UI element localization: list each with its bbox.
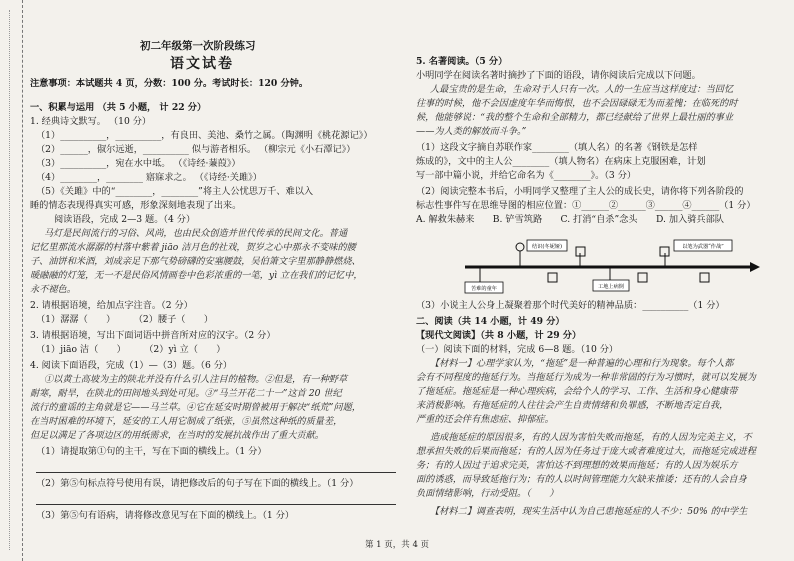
- question-1-1: （1）__________，__________，有良田、美池、桑竹之属。（陶渊明《桃花源记》）: [36, 130, 373, 141]
- timeline-node-3: [548, 247, 585, 282]
- q5-1: （1）这段文字摘自苏联作家________（填人名）的名著《钢铁是怎样: [416, 142, 698, 153]
- passage-line: 子、油饼和米酒，刘成亲足下那气势磅礴的安塞腰鼓，吴伯箫文字里那静静燃烧、: [30, 256, 361, 267]
- reading-1-intro: （一）阅读下面的材料，完成 6—8 题。（10 分）: [416, 344, 619, 355]
- passage2-line: 但足以满足了各项边区的用纸需求，在当时的发展抗战作出了重大贡献。: [30, 430, 324, 441]
- timeline-node-2: [516, 240, 567, 267]
- question-4-3: （3）第⑤句有语病，请将修改意见写在下面的横线上。（1 分）: [36, 510, 295, 521]
- question-3: 3. 请根据语境，写出下面词语中拼音所对应的汉字。（2 分）: [30, 330, 276, 341]
- timeline-arrowhead: [750, 262, 760, 272]
- passage-line: 马灯是民间流行的习俗、风尚，也由民众创造并世代传承的民间文化。普通: [44, 228, 348, 239]
- passage2-line: 在当时困难的环境下，延安的工人用它制成了纸张，⑤虽然这种纸的质量差，: [30, 416, 343, 427]
- timeline-label: 工地上病倒: [598, 284, 624, 290]
- modern-reading-heading: 【现代文阅读】（共 8 小题，计 29 分）: [416, 330, 582, 341]
- material-line: 【材料一】心理学家认为，“拖延”是一种普遍的心理和行为现象。每个人都: [430, 358, 734, 369]
- material-line: 造成拖延症的原因很多，有的人因为害怕失败而拖延，有的人因为完美主义，不: [430, 432, 752, 443]
- question-4-2: （2）第⑤句标点符号使用有误，请把修改后的句子写在下面的横线上。（1 分）: [36, 478, 359, 489]
- question-1-3: （3）__________，宛在水中坻。 （《诗经·蒹葭》）: [36, 158, 241, 169]
- q5-3: （3）小说主人公身上凝聚着那个时代美好的精神品质：__________（1 分）: [416, 300, 725, 311]
- material-line: 会有不同程度的拖延行为。当拖延行为成为一种非常固的行为习惯时，就可以发展为: [416, 372, 756, 383]
- question-1-4: （4）________，________ 寤寐求之。 （《诗经·关雎》）: [36, 172, 262, 183]
- passage2-line: ①以黄土高坡为主的陕北并没有什么引人注目的植物。②但是，有一种野草: [44, 374, 348, 385]
- material-line: 来消极影响。有拖延症的人往往会产生自责情绪和负罪感，不断地否定自我，: [416, 400, 729, 411]
- material-line: 负面情绪影响，行动受阻。（ ）: [416, 488, 559, 499]
- exam-title: 初二年级第一次阶段练习: [140, 40, 256, 52]
- quote-line: 候，他能够说：“我的整个生命和全部精力，都已经献给了世界上最壮丽的事业: [416, 112, 734, 123]
- question-4: 4. 阅读下面语段，完成（1）—（3）题。（6 分）: [30, 360, 233, 371]
- timeline-label: 以笔为武器“作战”: [682, 244, 724, 250]
- passage2-line: 流行的童谣的主角就是它——马兰草。④它在延安时期曾被用于解决“纸荒”问题，: [30, 402, 361, 413]
- answer-line[interactable]: [36, 472, 396, 473]
- timeline-label: 苦难的童年: [471, 286, 497, 292]
- growth-timeline-diagram: [460, 235, 760, 295]
- reading-intro: 阅读语段，完成 2—3 题。（4 分）: [54, 214, 196, 225]
- material-line: 想承担失败的后果而拖延；有的人因为任务过于庞大或者难度过大，而拖延完成进程: [416, 446, 756, 457]
- page-footer: 第 1 页，共 4 页: [364, 540, 430, 550]
- passage-line: 永不褪色。: [30, 284, 76, 295]
- material-line: 了拖延症。拖延症是一种心理疾病，会给个人的学习、工作、生活和身心健康带: [416, 386, 738, 397]
- passage-line: 暖融融的灯笼，无一不是民俗风情画卷中色彩浓重的一笔，yì 立在我们的记忆中，: [30, 270, 363, 281]
- question-2-blanks: （1）潺潺（ ） （2）腰子（ ）: [36, 314, 214, 325]
- question-1-5-cont: 睡的情态表现得真实可感，形象深刻地表现了出来。: [30, 200, 242, 211]
- quote-line: ——为人类的解放而斗争。”: [416, 126, 527, 137]
- question-1: 1. 经典诗文默写。 （10 分）: [30, 116, 152, 127]
- binding-margin: [0, 0, 23, 561]
- section-1-heading: 一、积累与运用 （共 5 小题， 计 22 分）: [30, 102, 207, 113]
- material-line: 严重的还会伴有焦虑症、抑郁症。: [416, 414, 554, 425]
- q5-1-cont: 写一部中篇小说，并给它命名为《________》。（3 分）: [416, 170, 637, 181]
- passage2-line: 耐寒，耐旱，在陕北的田间地头到处可见。③“马兰开花二十一”这首 20 世纪: [30, 388, 342, 399]
- timeline-label: 结识(冬妮娅): [532, 244, 562, 250]
- timeline-node-4: [593, 267, 647, 291]
- quote-line: 往事的时候，他不会因虚度年华而悔恨，也不会因碌碌无为而羞愧；在临死的时: [416, 98, 738, 109]
- q5-2-blanks: 标志性事件写在思维导图的相应位置：①______②______③______④______（1 分）: [416, 200, 756, 211]
- question-2: 2. 请根据语境，给加点字注音。（2 分）: [30, 300, 193, 311]
- q5-2: （2）阅读完整本书后，小明同学又整理了主人公的成长史，请你将下列各阶段的: [416, 186, 744, 197]
- q5-intro: 小明同学在阅读名著时摘抄了下面的语段，请你阅读后完成以下问题。: [416, 70, 701, 81]
- q5-1-cont: 炼成的》，文中的主人公________（填人物名）在病床上克服困难，计划: [416, 156, 706, 167]
- material-line: 务；有的人因过于追求完美，害怕达不到理想的效果而拖延；有的人因为娱乐方: [416, 460, 738, 471]
- section-2-heading: 二、阅读（共 14 小题，计 49 分）: [416, 316, 565, 327]
- exam-notice: 注意事项：本试题共 4 页，分数：100 分。考试时长：120 分钟。: [30, 78, 309, 89]
- question-4-1: （1）请提取第①句的主干，写在下面的横线上。（1 分）: [36, 446, 267, 457]
- material-line: 【材料二】调查表明，现实生活中认为自己患拖延症的人不少：50% 的中学生: [430, 506, 748, 517]
- question-1-2: （2）______，俶尔远逝，__________ 似与游者相乐。 （柳宗元《小石潭记》）: [36, 144, 356, 155]
- quote-line: 人最宝贵的是生命，生命对于人只有一次。人的一生应当这样度过：当回忆: [430, 84, 734, 95]
- answer-line[interactable]: [36, 504, 396, 505]
- question-3-blanks: （1）jiāo 洁（ ） （2）yì 立（ ）: [36, 344, 226, 355]
- question-1-5: （5）《关雎》中的“________，________”将主人公忧思万千、难以入: [36, 186, 314, 197]
- material-line: 面的诱惑，而导致延拖行为；有的人以时间管理能力欠缺来推诿；还有的人会自身: [416, 474, 747, 485]
- exam-subtitle: 语文试卷: [170, 56, 234, 72]
- passage-line: 记忆里那流水潺潺的村落中紫着 jiāo 洁月色的社戏，贺岁之心中那永不变味的腰: [30, 242, 356, 253]
- q5-2-options: A. 解救朱赫来 B. 铲雪筑路 C. 打消“自杀”念头 D. 加入骑兵部队: [416, 214, 724, 225]
- timeline-node-5: [660, 240, 732, 282]
- timeline-node-1: [465, 267, 503, 293]
- binding-dotted-line: [9, 10, 13, 550]
- question-5: 5. 名著阅读。（5 分）: [416, 56, 508, 67]
